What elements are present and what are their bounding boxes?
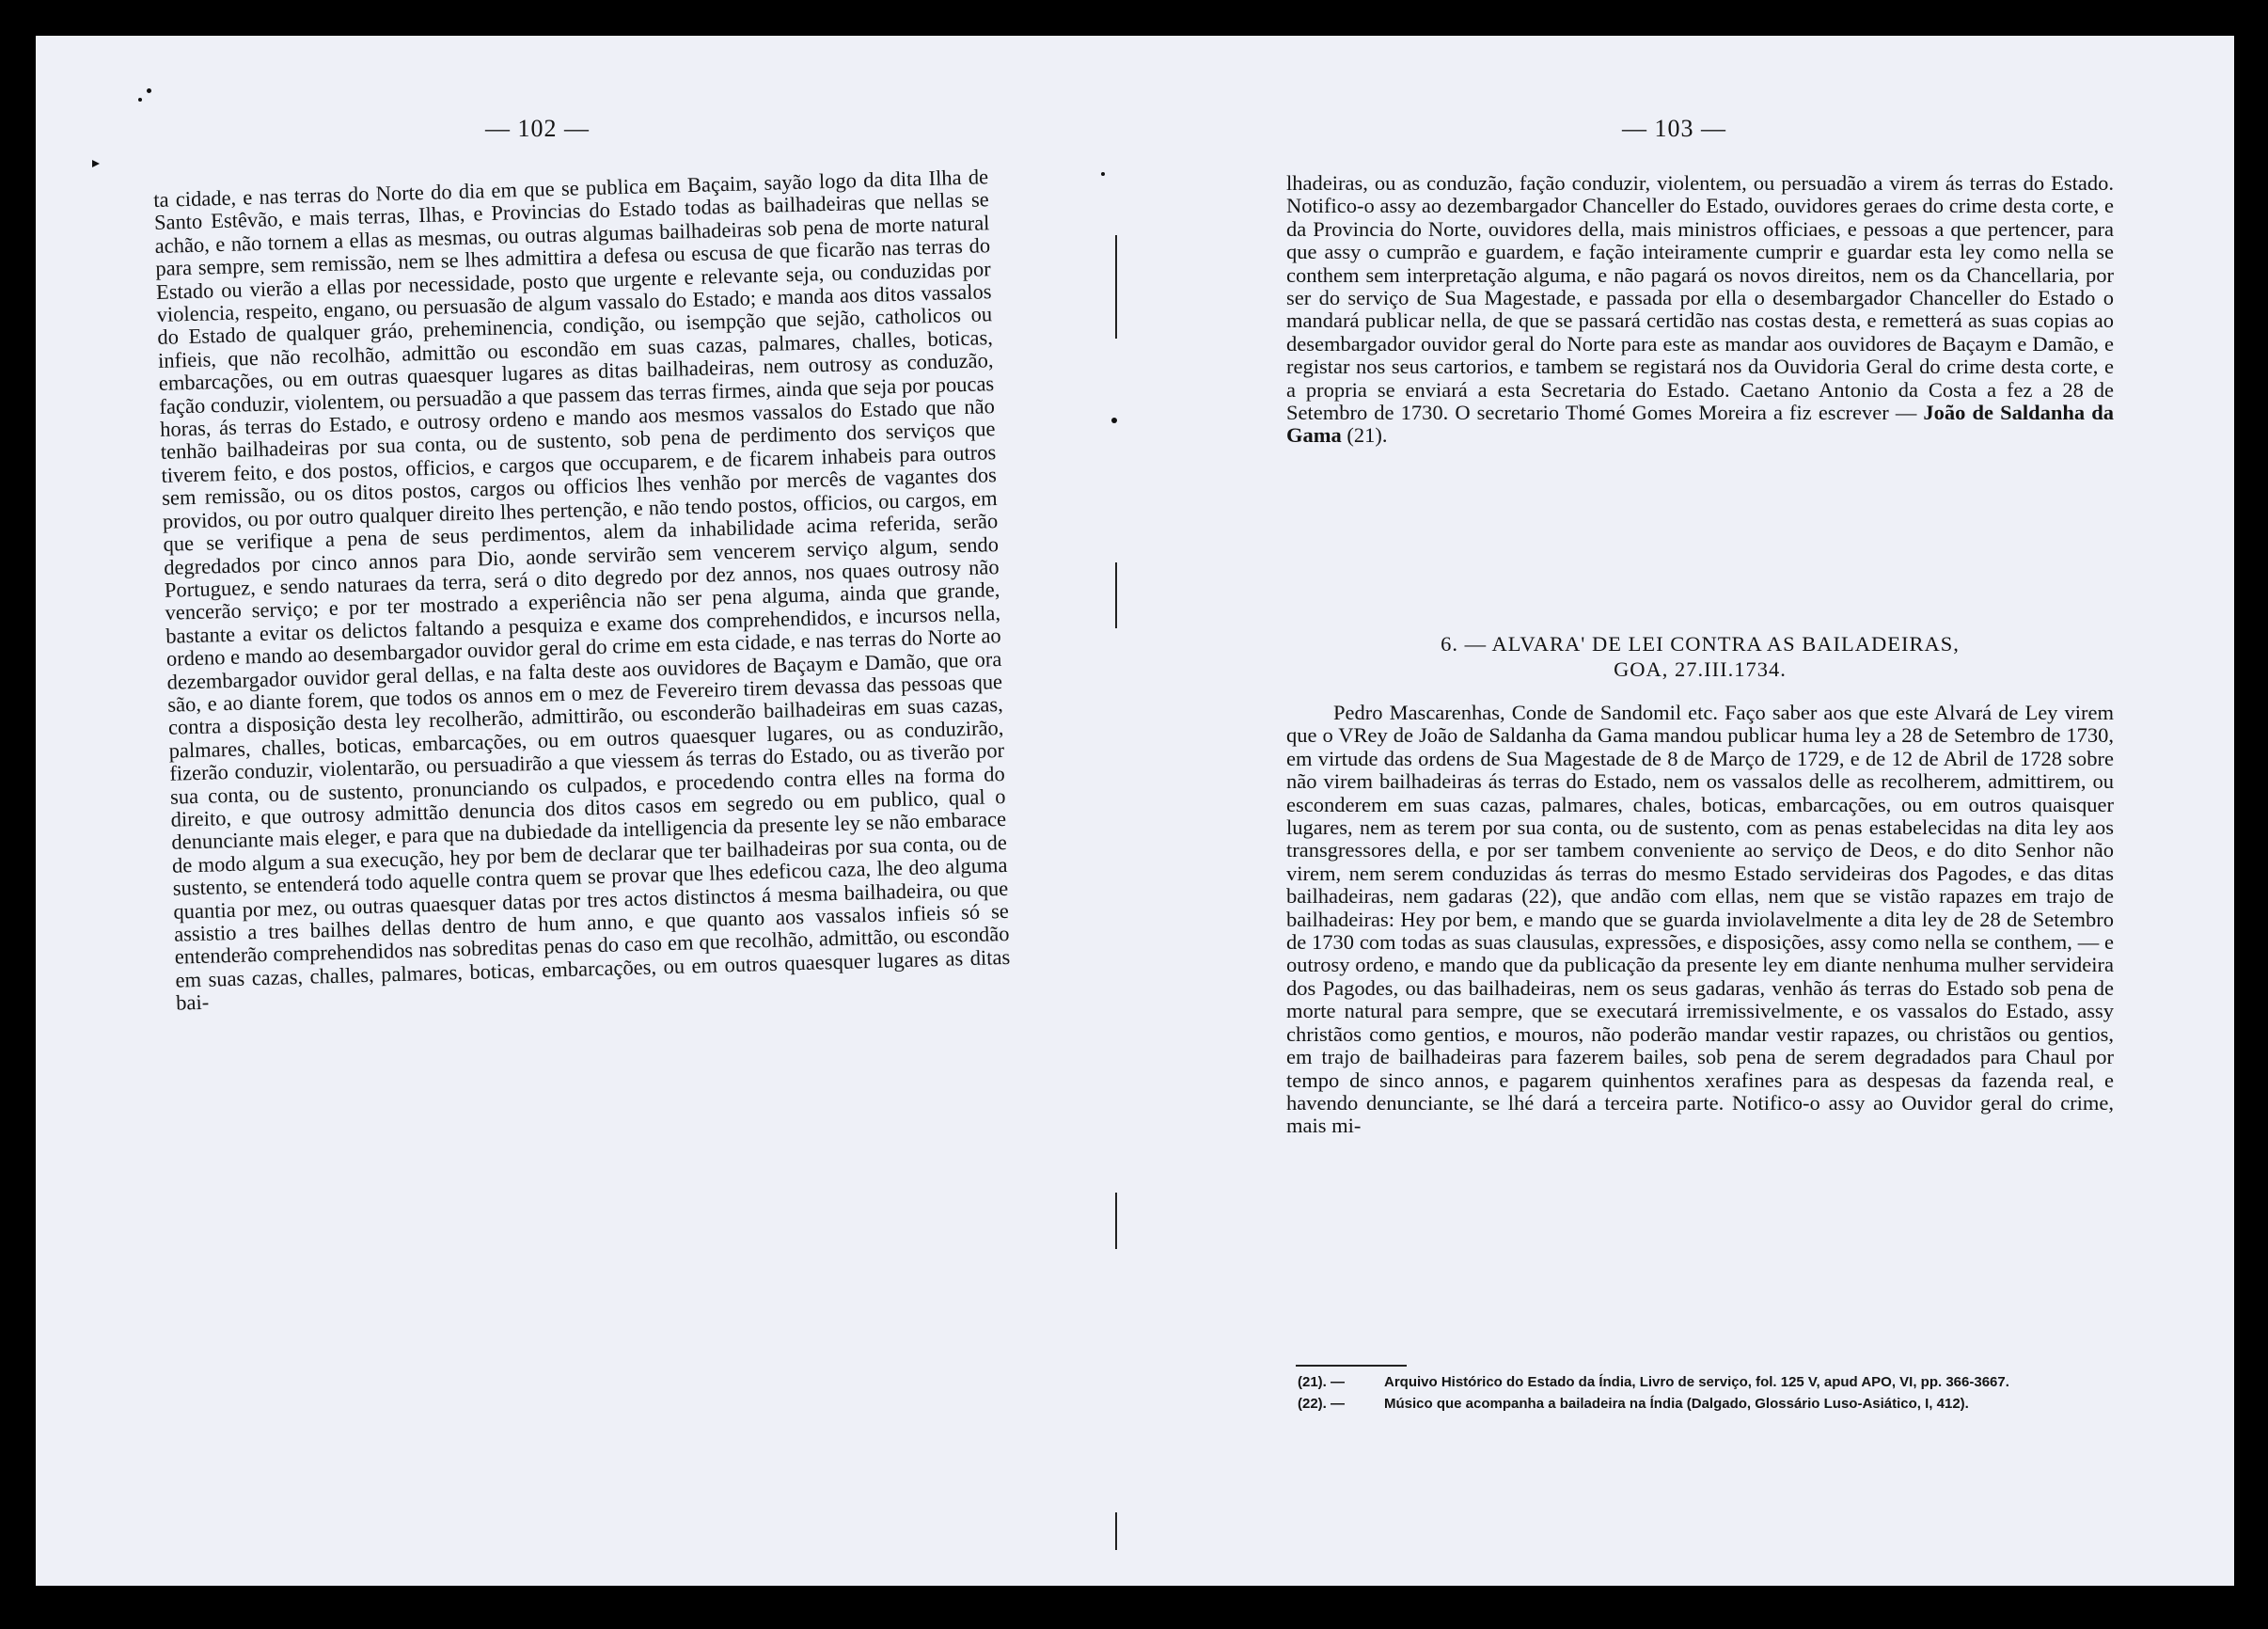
left-page: [36, 36, 1126, 1586]
right-page-continuation: [1286, 172, 2114, 448]
right-page: [1126, 36, 2234, 1586]
footnote-21: [1298, 1373, 2114, 1391]
footnotes: [1298, 1373, 2114, 1416]
scan-speck: [1111, 418, 1117, 423]
scan-speck: [138, 98, 142, 102]
footnote-ref: (22). —: [1298, 1396, 1346, 1412]
continuation-end: (21).: [1341, 423, 1388, 448]
margin-arrow-mark: [92, 160, 100, 167]
continuation-text: lhadeiras, ou as conduzão, fação conduzir, violentem, ou persuadão a virem ás terras do Estado. Notifico-o assy ao dezembargador Chanceller do Estado, ouvidores geraes do crime desta corte, e da Provincia do Norte, ouvidores della, mais ministros officiaes, e pessoas a que pertencer, para que assy o cumprão e guardem, e fação inteiramente cumprir e guardar esta ley como nella se conthem sem interpretação alguma, e não pagará os novos direitos, nem os da Chancellaria, por ser do serviço de Sua Magestade, e passada por ella o desembargador Chanceller do Estado o mandará publicar nella, de que se passará certidão nas costas desta, e remetterá as suas copias ao desembargador ouvidor geral do Norte para este as mandar aos ouvidores de Baçaym e Damão, e registar nos seus cartorios, e tambem se registará nos da Ouvidoria Geral do crime desta corte, e a propria se enviará a esta Secretaria do Estado. Caetano Antonio da Costa a fez a 28 de Setembro de 1730. O secretario Thomé Gomes Moreira a fiz escrever —: [1286, 171, 2114, 425]
scan-speck: [147, 88, 151, 93]
section-paragraph: Pedro Mascarenhas, Conde de Sandomil etc. Faço saber aos que este Alvará de Ley virem que o VRey de João de Saldanha da Gama mandou publicar huma ley a 28 de Setembro de 1730, em virtude das ordens de Sua Magestade de 8 de Março de 1729, e de 12 de Abril de 1728 sobre não virem bailhadeiras ás terras do Estado, nem os vassalos delle as recolherem, admittirem, ou esconderem em suas cazas, palmares, chales, boticas, embarcações, ou em outros quaisquer lugares, nem as terem por sua conta, ou de sustento, com as penas estabelecidas na dita ley aos transgressores della, e por ser tambem conveniente ao serviço de Deos, e do dito Senhor não virem, nem serem conduzidas ás terras do mesmo Estado servideiras dos Pagodes, e das ditas bailhadeiras, nem gadaras (22), que andão com ellas, nem que se vistão rapazes em trajo de bailhadeiras: Hey por bem, e mando que se guarda inviolavelmente a dita ley de 28 de Setembro de 1730 com todas as suas clausulas, expressões, e disposições, assy como nella se conthem, — e outrosy ordeno, e mando que da publicação da presente ley em diante nenhuma mulher servideira dos Pagodes, ou das bailhadeiras, nem os seus gadaras, venhão ás terras do Estado sob pena de morte natural para sempre, que se executará irremissivelmente, e os vassalos do Estado, assy christãos como gentios, e mouros, não poderão mandar vestir rapazes, ou christãos ou gentios, em trajo de bailhadeiras para fazerem bailes, sob pena de serem degradados para Chaul por tempo de sinco annos, e pagarem quinhentos xerafines para as despesas da fazenda real, e havendo denunciante, se lhé dará a terceira parte. Notifico-o assy ao Ouvidor geral do crime, mais mi-: [1286, 701, 2114, 1138]
section-heading: [1286, 631, 2114, 682]
gutter-line: [1115, 1512, 1117, 1550]
footnote-text: Arquivo Histórico do Estado da Índia, Livro de serviço, fol. 125 V, apud APO, VI, pp. 366-3667.: [1384, 1374, 2009, 1390]
continuation-paragraph: [1286, 172, 2114, 448]
footnote-ref: (21). —: [1298, 1374, 1346, 1390]
page-number-left: — 102 —: [485, 115, 590, 142]
gutter-line: [1115, 1193, 1117, 1249]
gutter-line: [1115, 235, 1117, 339]
footnote-22: [1298, 1395, 2114, 1413]
scanned-book-spread: [36, 36, 2234, 1586]
gutter-line: [1115, 562, 1117, 628]
page-number-right: — 103 —: [1622, 115, 1726, 142]
section-heading-title: 6. — ALVARA' DE LEI CONTRA AS BAILADEIRAS,: [1441, 632, 1960, 656]
scan-speck: [1101, 172, 1105, 176]
signature-name: João de Saldanha da Gama: [1286, 401, 2114, 448]
left-paragraph: ta cidade, e nas terras do Norte do dia em que se publica em Baçaim, sayão logo da dita Ilha de Santo Estêvão, e mais terras, Ilhas, e Provincias do Estado todas as bailhadeiras que nellas se achão, e não tornem a ellas as mesmas, ou outras algumas bailhadeiras sob pena de morte natural para sempre, sem remissão, nem se lhes admittira a defesa ou escusa de que ficarão nas terras do Estado ou vierão a ellas por necessidade, posto que urgente e relevante seja, ou conduzidas por violencia, respeito, engano, ou persuasão de algum vassalo do Estado; e manda aos ditos vassalos do Estado de qualquer gráo, preheminencia, condição, ou isempção que sejão, catholicos ou infieis, que não recolhão, admittão ou escondão em suas cazas, palmares, challes, boticas, embarcações, ou em outras quaesquer lugares as ditas bailhadeiras, nem outrosy as conduzão, fação conduzir, violentem, ou persuadão a que passem das terras firmes, ainda que seja por poucas horas, ás terras do Estado, e outrosy ordeno e mando aos mesmos vassalos do Estado que não tenhão bailhadeiras por sua conta, ou de sustento, sob pena de perdimento dos serviços que tiverem feito, e dos postos, officios, e cargos que occuparem, e de ficarem inhabeis para outros sem remissão, ou os ditos postos, cargos ou officios lhes venhão por mercês de vagantes dos providos, ou por outro qualquer direito lhes pertenção, e não tendo postos, officios, ou cargos, em que se verifique a pena de seus perdimentos, alem da inhabilidade acima referida, serão degredados por cinco annos para Dio, aonde servirão sem vencerem serviço algum, sendo Portuguez, e sendo naturaes da terra, será o dito degredo por dez annos, nos quaes outrosy não vencerão serviço; e por ter mostrado a experiência não ser pena alguma, ainda que grande, bastante a evitar os delictos faltando a pesquiza e exame dos comprehendidos, e incursos nella, ordeno e mando ao desembargador ouvidor geral do crime em esta cidade, e nas terras do Norte ao dezembargador ouvidor geral dellas, e na falta deste aos ouvidores de Baçaym e Damão, que ora são, e ao diante forem, que todos os annos em o mez de Fevereiro tirem devassa das pessoas que contra a disposição desta ley recolherão, admittirão, ou esconderão bailhadeiras em suas cazas, palmares, challes, boticas, embarcações, ou em outros quaesquer lugares, ou as conduzirão, fizerão conduzir, violentarão, ou persuadirão a que viessem ás terras do Estado, ou as tiverão por sua conta, ou de sustento, pronunciando os culpados, e procedendo contra elles na forma do direito, e que outrosy admittão denuncia dos ditos casos em segredo ou em publico, qual o denunciante mais eleger, e para que na dubiedade da intelligencia da presente ley se não embarace de modo algum a sua execução, hey por bem de declarar que ter bailhadeiras por sua conta, ou de sustento, se entenderá todo aquelle contra quem se provar que lhes edeficou caza, lhe deo alguma quantia por mez, ou outras quaesquer datas por tres actos distinctos á mesma bailhadeira, ou que assistio a tres bailhes dellas dentro de hum anno, e que quanto aos vassalos infieis só se entenderão comprehendidos nas sobreditas penas do caso em que recolhão, admittão, ou escondão em suas cazas, challes, palmares, boticas, embarcações, ou em outros quaesquer lugares as ditas bai-: [152, 165, 1011, 1015]
section-body: [1286, 702, 2114, 1138]
section-heading-date: GOA, 27.III.1734.: [1614, 657, 1787, 681]
footnote-text: Músico que acompanha a bailadeira na Índia (Dalgado, Glossário Luso-Asiático, I, 412).: [1384, 1396, 1969, 1412]
footnote-rule: [1296, 1365, 1407, 1367]
left-page-body: [153, 166, 1011, 1015]
